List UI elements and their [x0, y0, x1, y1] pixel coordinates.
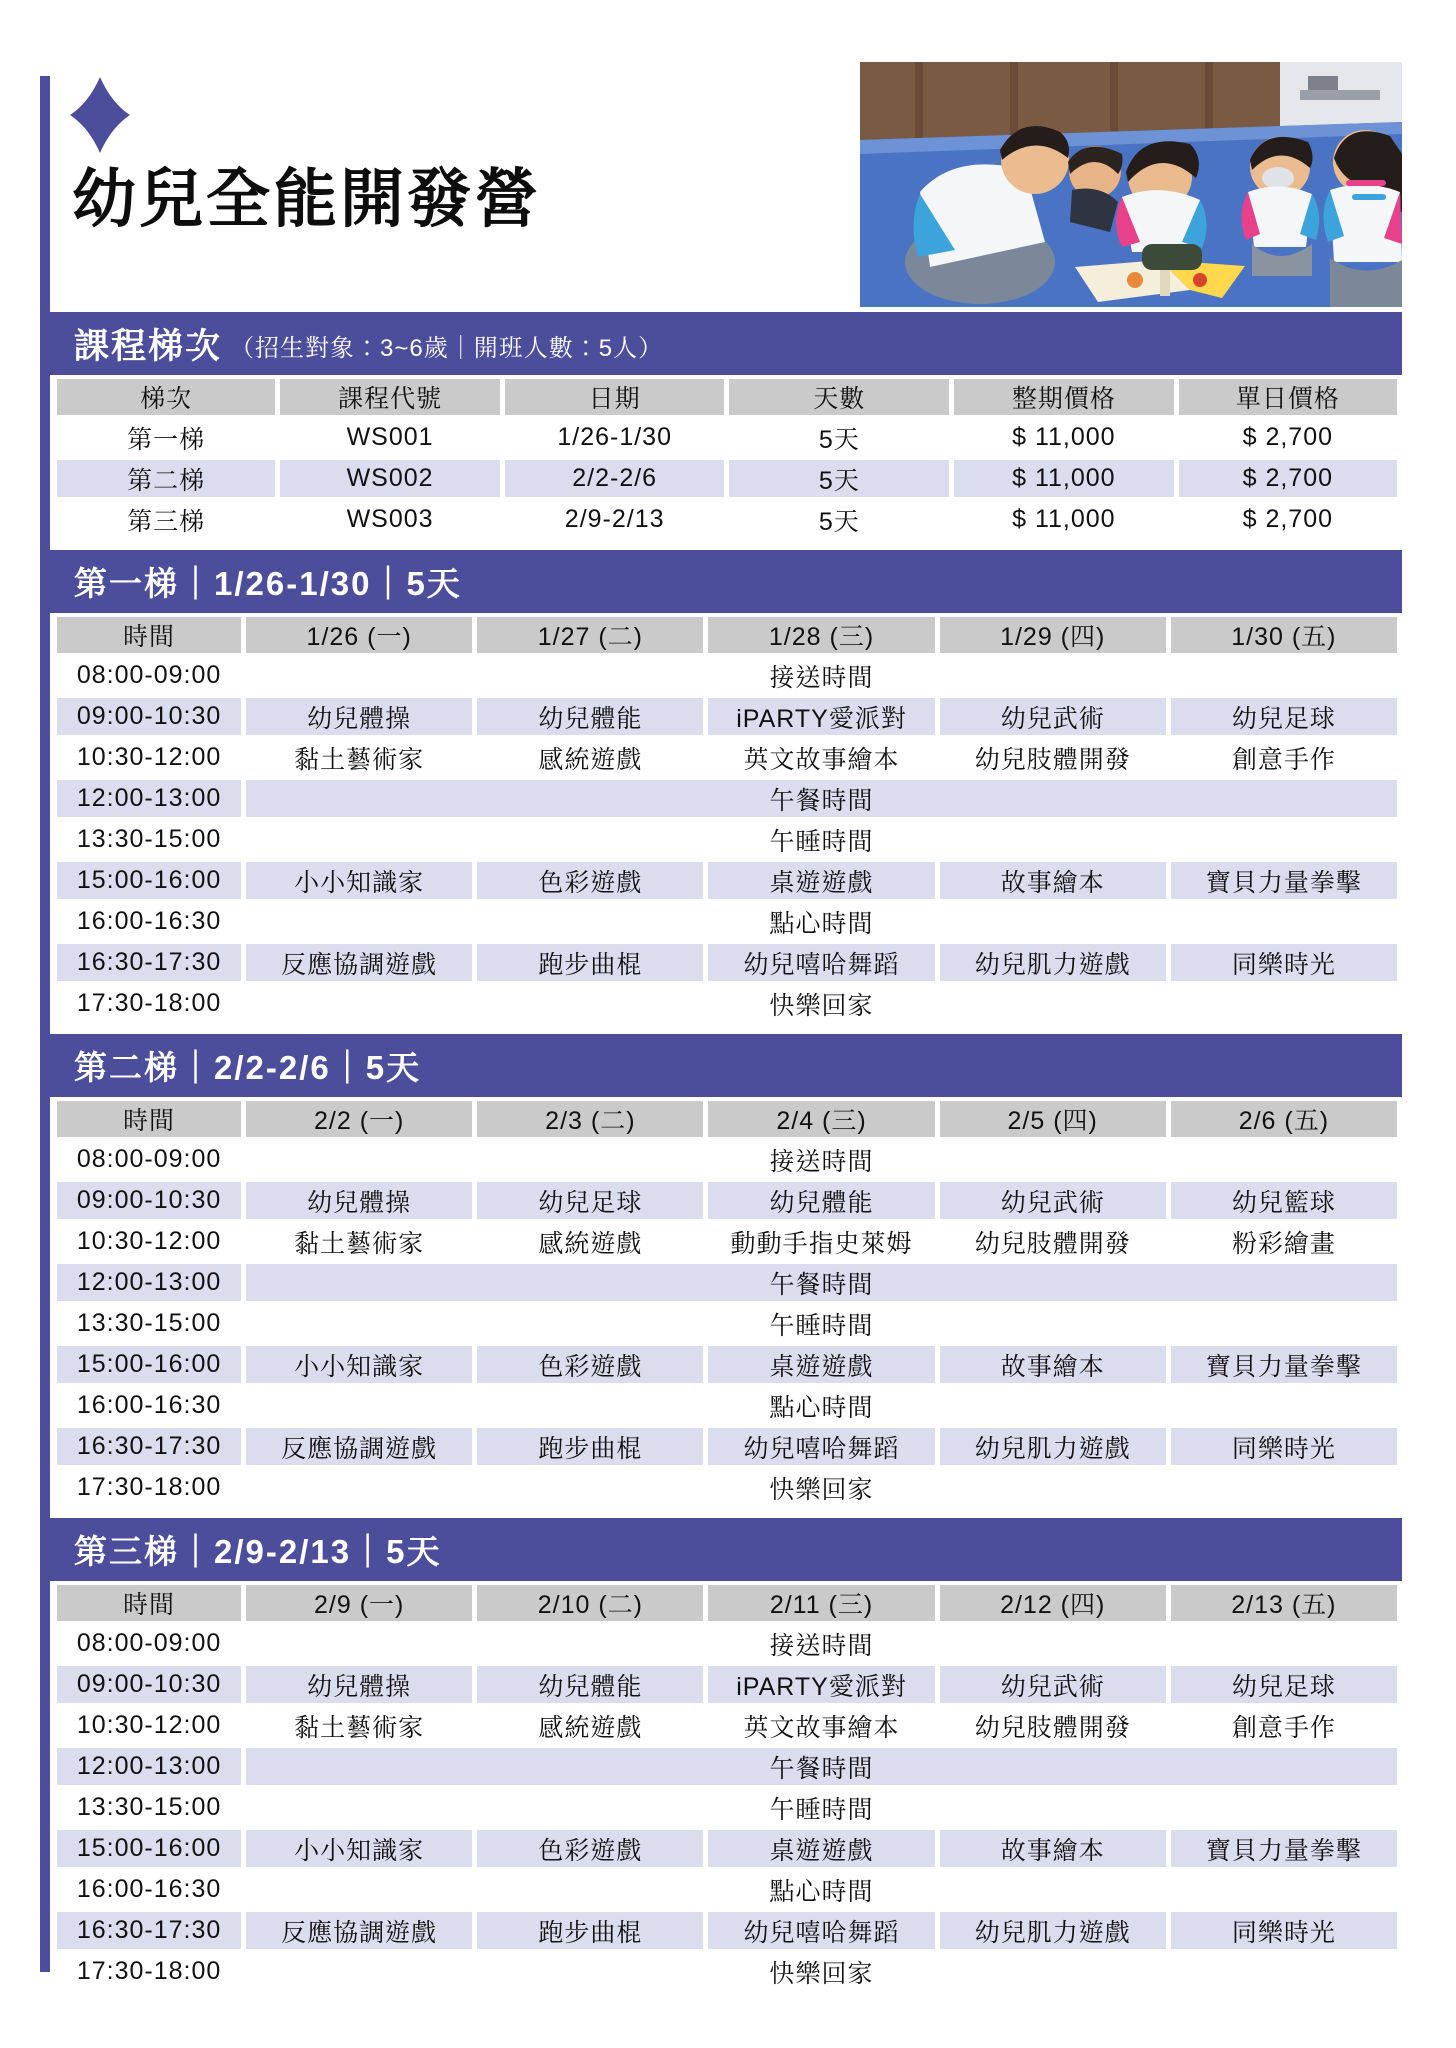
time-cell: 16:30-17:30: [57, 1428, 241, 1465]
time-cell: 10:30-12:00: [57, 1707, 241, 1744]
time-cell: 09:00-10:30: [57, 1182, 241, 1219]
activity-cell: 幼兒肢體開發: [940, 1223, 1166, 1260]
sessions-banner: [40, 312, 1402, 375]
activity-cell: 幼兒籃球: [1171, 1182, 1397, 1219]
activity-cell: iPARTY愛派對: [708, 698, 934, 735]
schedule-row: [57, 1182, 1397, 1219]
session-cell: 第一梯: [57, 419, 275, 456]
activity-cell: 黏土藝術家: [246, 1707, 472, 1744]
activity-cell: 英文故事繪本: [708, 1707, 934, 1744]
diamond-icon: [70, 77, 130, 153]
activity-cell: 幼兒嘻哈舞蹈: [708, 1428, 934, 1465]
activity-cell: 桌遊遊戲: [708, 862, 934, 899]
schedule-row: [57, 985, 1397, 1022]
merged-activity-cell: 點心時間: [246, 1871, 1397, 1908]
column-header: 2/5 (四): [940, 1101, 1166, 1137]
activity-cell: 故事繪本: [940, 862, 1166, 899]
column-header: 時間: [57, 617, 241, 653]
time-cell: 13:30-15:00: [57, 821, 241, 858]
activity-cell: 感統遊戲: [477, 1707, 703, 1744]
activity-cell: 黏土藝術家: [246, 1223, 472, 1260]
activity-cell: 幼兒體操: [246, 1666, 472, 1703]
time-cell: 08:00-09:00: [57, 657, 241, 694]
activity-cell: 桌遊遊戲: [708, 1346, 934, 1383]
left-accent-bar: [40, 76, 50, 1972]
schedule-table-2: [52, 1097, 1402, 1510]
schedule-row: [57, 1346, 1397, 1383]
schedule-row: [57, 1748, 1397, 1785]
activity-cell: 幼兒武術: [940, 698, 1166, 735]
time-cell: 10:30-12:00: [57, 1223, 241, 1260]
merged-activity-cell: 接送時間: [246, 657, 1397, 694]
session-cell: $ 2,700: [1179, 419, 1397, 456]
activity-cell: iPARTY愛派對: [708, 1666, 934, 1703]
activity-cell: 寶貝力量拳擊: [1171, 1830, 1397, 1867]
time-cell: 10:30-12:00: [57, 739, 241, 776]
activity-cell: 幼兒足球: [477, 1182, 703, 1219]
time-cell: 08:00-09:00: [57, 1625, 241, 1662]
activity-cell: 幼兒肌力遊戲: [940, 944, 1166, 981]
time-cell: 16:30-17:30: [57, 944, 241, 981]
schedule-row: [57, 1141, 1397, 1178]
activity-cell: 幼兒體能: [708, 1182, 934, 1219]
session-cell: WS001: [280, 419, 500, 456]
time-cell: 16:00-16:30: [57, 903, 241, 940]
session-cell: $ 11,000: [954, 501, 1174, 538]
schedule-row: [57, 1428, 1397, 1465]
sessions-banner-title: 課程梯次: [74, 326, 223, 366]
session-row: [57, 460, 1397, 497]
activity-cell: 粉彩繪畫: [1171, 1223, 1397, 1260]
time-cell: 15:00-16:00: [57, 1830, 241, 1867]
schedule-row: [57, 1264, 1397, 1301]
merged-activity-cell: 點心時間: [246, 1387, 1397, 1424]
merged-activity-cell: 午睡時間: [246, 1305, 1397, 1342]
activity-cell: 幼兒嘻哈舞蹈: [708, 1912, 934, 1949]
schedule-sections: [40, 550, 1402, 1994]
schedule-table-1: [52, 613, 1402, 1026]
time-cell: 13:30-15:00: [57, 1789, 241, 1826]
activity-cell: 幼兒足球: [1171, 698, 1397, 735]
merged-activity-cell: 午餐時間: [246, 780, 1397, 817]
time-cell: 17:30-18:00: [57, 1953, 241, 1990]
column-header: 1/27 (二): [477, 617, 703, 653]
sessions-table: [52, 375, 1402, 542]
column-header: 2/11 (三): [708, 1585, 934, 1621]
header-row: [57, 1101, 1397, 1137]
activity-cell: 英文故事繪本: [708, 739, 934, 776]
column-header: 時間: [57, 1101, 241, 1137]
activity-cell: 動動手指史萊姆: [708, 1223, 934, 1260]
session-cell: $ 11,000: [954, 419, 1174, 456]
activity-cell: 幼兒武術: [940, 1666, 1166, 1703]
merged-activity-cell: 快樂回家: [246, 985, 1397, 1022]
activity-cell: 幼兒肌力遊戲: [940, 1912, 1166, 1949]
activity-cell: 幼兒體能: [477, 698, 703, 735]
activity-cell: 幼兒嘻哈舞蹈: [708, 944, 934, 981]
session-cell: 第二梯: [57, 460, 275, 497]
schedule-row: [57, 1223, 1397, 1260]
column-header: 日期: [505, 379, 725, 415]
session-cell: $ 11,000: [954, 460, 1174, 497]
camp-photo: [860, 62, 1402, 307]
column-header: 2/6 (五): [1171, 1101, 1397, 1137]
time-cell: 12:00-13:00: [57, 1264, 241, 1301]
schedule-row: [57, 821, 1397, 858]
time-cell: 09:00-10:30: [57, 1666, 241, 1703]
column-header: 2/12 (四): [940, 1585, 1166, 1621]
activity-cell: 同樂時光: [1171, 1912, 1397, 1949]
session-banner-label: 第二梯｜2/2-2/6｜5天: [74, 1049, 422, 1086]
header-row: [57, 1585, 1397, 1621]
merged-activity-cell: 午餐時間: [246, 1264, 1397, 1301]
activity-cell: 桌遊遊戲: [708, 1830, 934, 1867]
activity-cell: 故事繪本: [940, 1346, 1166, 1383]
column-header: 2/2 (一): [246, 1101, 472, 1137]
column-header: 2/10 (二): [477, 1585, 703, 1621]
schedule-row: [57, 1387, 1397, 1424]
time-cell: 15:00-16:00: [57, 1346, 241, 1383]
activity-cell: 色彩遊戲: [477, 862, 703, 899]
session-banner-1: [40, 550, 1402, 613]
column-header: 2/4 (三): [708, 1101, 934, 1137]
activity-cell: 幼兒肢體開發: [940, 739, 1166, 776]
activity-cell: 創意手作: [1171, 1707, 1397, 1744]
activity-cell: 跑步曲棍: [477, 1428, 703, 1465]
schedule-row: [57, 657, 1397, 694]
schedule-row: [57, 698, 1397, 735]
column-header: 天數: [729, 379, 949, 415]
schedule-row: [57, 903, 1397, 940]
session-cell: 5天: [729, 419, 949, 456]
column-header: 單日價格: [1179, 379, 1397, 415]
activity-cell: 色彩遊戲: [477, 1346, 703, 1383]
time-cell: 08:00-09:00: [57, 1141, 241, 1178]
column-header: 1/29 (四): [940, 617, 1166, 653]
column-header: 整期價格: [954, 379, 1174, 415]
session-banner-3: [40, 1518, 1402, 1581]
merged-activity-cell: 午睡時間: [246, 1789, 1397, 1826]
time-cell: 17:30-18:00: [57, 985, 241, 1022]
schedule-row: [57, 1625, 1397, 1662]
schedule-row: [57, 1305, 1397, 1342]
time-cell: 15:00-16:00: [57, 862, 241, 899]
schedule-row: [57, 739, 1397, 776]
column-header: 1/30 (五): [1171, 617, 1397, 653]
session-cell: $ 2,700: [1179, 460, 1397, 497]
session-cell: $ 2,700: [1179, 501, 1397, 538]
schedule-row: [57, 780, 1397, 817]
time-cell: 16:00-16:30: [57, 1871, 241, 1908]
session-cell: 5天: [729, 501, 949, 538]
merged-activity-cell: 午睡時間: [246, 821, 1397, 858]
page-title: 幼兒全能開發營: [72, 163, 541, 235]
camp-photo-illustration: [860, 62, 1402, 307]
activity-cell: 小小知識家: [246, 1830, 472, 1867]
column-header: 2/13 (五): [1171, 1585, 1397, 1621]
activity-cell: 感統遊戲: [477, 1223, 703, 1260]
merged-activity-cell: 快樂回家: [246, 1953, 1397, 1990]
activity-cell: 跑步曲棍: [477, 1912, 703, 1949]
session-cell: WS002: [280, 460, 500, 497]
activity-cell: 小小知識家: [246, 862, 472, 899]
column-header: 2/9 (一): [246, 1585, 472, 1621]
activity-cell: 創意手作: [1171, 739, 1397, 776]
session-cell: 1/26-1/30: [505, 419, 725, 456]
activity-cell: 幼兒肌力遊戲: [940, 1428, 1166, 1465]
column-header: 時間: [57, 1585, 241, 1621]
session-row: [57, 501, 1397, 538]
session-banner-label: 第一梯｜1/26-1/30｜5天: [74, 565, 462, 602]
session-cell: 第三梯: [57, 501, 275, 538]
session-banner-label: 第三梯｜2/9-2/13｜5天: [74, 1533, 442, 1570]
schedule-row: [57, 1953, 1397, 1990]
activity-cell: 幼兒體操: [246, 1182, 472, 1219]
activity-cell: 感統遊戲: [477, 739, 703, 776]
merged-activity-cell: 點心時間: [246, 903, 1397, 940]
schedule-row: [57, 944, 1397, 981]
activity-cell: 同樂時光: [1171, 944, 1397, 981]
column-header: 課程代號: [280, 379, 500, 415]
activity-cell: 反應協調遊戲: [246, 1912, 472, 1949]
merged-activity-cell: 接送時間: [246, 1141, 1397, 1178]
schedule-row: [57, 1871, 1397, 1908]
session-cell: 2/9-2/13: [505, 501, 725, 538]
time-cell: 16:00-16:30: [57, 1387, 241, 1424]
activity-cell: 幼兒體能: [477, 1666, 703, 1703]
session-cell: 2/2-2/6: [505, 460, 725, 497]
column-header: 2/3 (二): [477, 1101, 703, 1137]
schedule-row: [57, 862, 1397, 899]
activity-cell: 幼兒武術: [940, 1182, 1166, 1219]
time-cell: 09:00-10:30: [57, 698, 241, 735]
activity-cell: 寶貝力量拳擊: [1171, 862, 1397, 899]
sessions-banner-subtitle: （招生對象：3~6歲｜開班人數：5人）: [230, 335, 664, 362]
column-header: 1/28 (三): [708, 617, 934, 653]
schedule-table-3: [52, 1581, 1402, 1994]
time-cell: 12:00-13:00: [57, 1748, 241, 1785]
activity-cell: 小小知識家: [246, 1346, 472, 1383]
header-row: [57, 379, 1397, 415]
time-cell: 16:30-17:30: [57, 1912, 241, 1949]
activity-cell: 同樂時光: [1171, 1428, 1397, 1465]
activity-cell: 故事繪本: [940, 1830, 1166, 1867]
activity-cell: 幼兒足球: [1171, 1666, 1397, 1703]
activity-cell: 色彩遊戲: [477, 1830, 703, 1867]
schedule-row: [57, 1789, 1397, 1826]
merged-activity-cell: 午餐時間: [246, 1748, 1397, 1785]
session-cell: 5天: [729, 460, 949, 497]
session-banner-2: [40, 1034, 1402, 1097]
header-row: [57, 617, 1397, 653]
activity-cell: 寶貝力量拳擊: [1171, 1346, 1397, 1383]
merged-activity-cell: 快樂回家: [246, 1469, 1397, 1506]
schedule-row: [57, 1469, 1397, 1506]
time-cell: 12:00-13:00: [57, 780, 241, 817]
schedule-row: [57, 1830, 1397, 1867]
content-column: [40, 312, 1402, 1994]
merged-activity-cell: 接送時間: [246, 1625, 1397, 1662]
session-row: [57, 419, 1397, 456]
activity-cell: 跑步曲棍: [477, 944, 703, 981]
activity-cell: 反應協調遊戲: [246, 1428, 472, 1465]
activity-cell: 黏土藝術家: [246, 739, 472, 776]
activity-cell: 幼兒體操: [246, 698, 472, 735]
activity-cell: 反應協調遊戲: [246, 944, 472, 981]
time-cell: 17:30-18:00: [57, 1469, 241, 1506]
column-header: 梯次: [57, 379, 275, 415]
column-header: 1/26 (一): [246, 617, 472, 653]
schedule-row: [57, 1912, 1397, 1949]
session-cell: WS003: [280, 501, 500, 538]
activity-cell: 幼兒肢體開發: [940, 1707, 1166, 1744]
schedule-row: [57, 1707, 1397, 1744]
time-cell: 13:30-15:00: [57, 1305, 241, 1342]
schedule-row: [57, 1666, 1397, 1703]
